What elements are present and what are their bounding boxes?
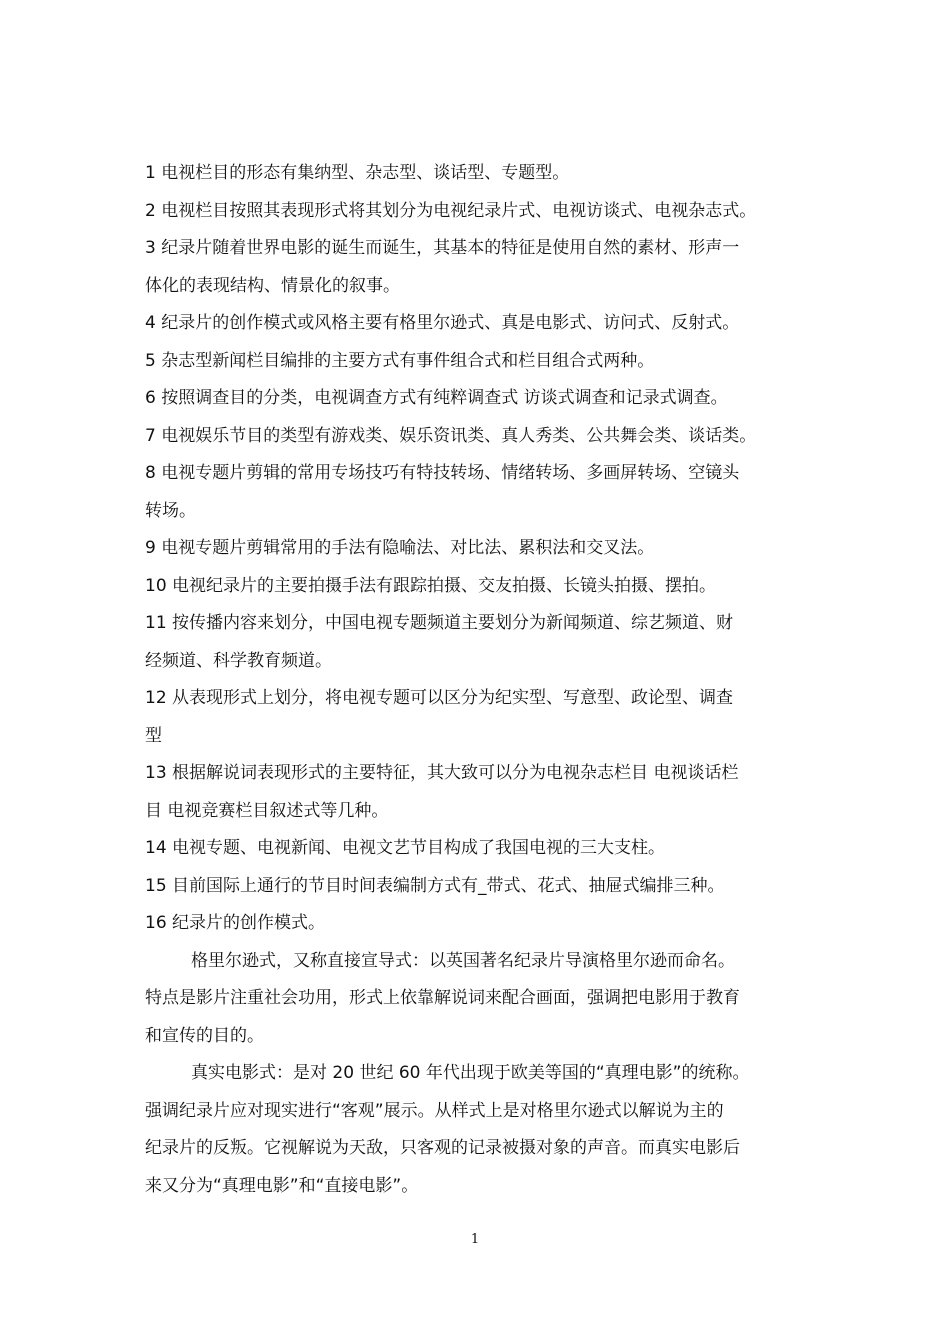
text-line: 2 电视栏目按照其表现形式将其划分为电视纪录片式、电视访谈式、电视杂志式。: [145, 200, 757, 221]
text-line: 型: [145, 725, 162, 746]
text-line: 经频道、科学教育频道。: [145, 650, 332, 671]
text-line: 9 电视专题片剪辑常用的手法有隐喻法、对比法、累积法和交叉法。: [145, 538, 655, 558]
text-line: 10 电视纪录片的主要拍摄手法有跟踪拍摄、交友拍摄、长镜头拍摄、摆拍。: [145, 575, 717, 596]
text-line: 4 纪录片的创作模式或风格主要有格里尔逊式、真是电影式、访问式、反射式。: [145, 313, 740, 333]
text-line: 1 电视栏目的形态有集纳型、杂志型、谈话型、专题型。: [145, 163, 570, 183]
text-line: 纪录片的反叛。它视解说为天敌，只客观的记录被摄对象的声音。而真实电影后: [145, 1138, 740, 1158]
text-line: 14 电视专题、电视新闻、电视文艺节目构成了我国电视的三大支柱。: [145, 838, 666, 858]
paragraph-first-line: 真实电影式：是对 20 世纪 60 年代出现于欧美等国的“真理电影”的统称。: [191, 1063, 750, 1083]
text-line: 11 按传播内容来划分，中国电视专题频道主要划分为新闻频道、综艺频道、财: [145, 613, 734, 633]
text-line: 目 电视竞赛栏目叙述式等几种。: [145, 800, 389, 821]
paragraph-first-line: 格里尔逊式，又称直接宣导式：以英国著名纪录片导演格里尔逊而命名。: [191, 950, 735, 971]
text-line: 7 电视娱乐节目的类型有游戏类、娱乐资讯类、真人秀类、公共舞会类、谈话类。: [145, 425, 757, 446]
text-line: 强调纪录片应对现实进行“客观”展示。从样式上是对格里尔逊式以解说为主的: [145, 1100, 724, 1121]
text-line: 转场。: [145, 500, 196, 521]
text-line: 12 从表现形式上划分，将电视专题可以区分为纪实型、写意型、政论型、调查: [145, 688, 734, 708]
text-line: 13 根据解说词表现形式的主要特征，其大致可以分为电视杂志栏目 电视谈话栏: [145, 763, 739, 783]
text-line: 体化的表现结构、情景化的叙事。: [145, 275, 400, 296]
text-line: 8 电视专题片剪辑的常用专场技巧有特技转场、情绪转场、多画屏转场、空镜头: [145, 463, 740, 483]
text-line: 6 按照调查目的分类，电视调查方式有纯粹调查式 访谈式调查和记录式调查。: [145, 388, 728, 408]
page-number: 1: [470, 1232, 480, 1247]
text-line: 来又分为“真理电影”和“直接电影”。: [145, 1175, 419, 1196]
text-line: 3 纪录片随着世界电影的诞生而诞生，其基本的特征是使用自然的素材、形声一: [145, 238, 740, 258]
document-body: [145, 155, 810, 1205]
text-line: 特点是影片注重社会功用，形式上依靠解说词来配合画面，强调把电影用于教育: [145, 988, 740, 1008]
text-line: 和宣传的目的。: [145, 1025, 264, 1046]
text-line: 5 杂志型新闻栏目编排的主要方式有事件组合式和栏目组合式两种。: [145, 350, 655, 371]
text-line: 15 目前国际上通行的节目时间表编制方式有_带式、花式、抽屉式编排三种。: [145, 875, 725, 896]
text-line: 16 纪录片的创作模式。: [145, 913, 326, 933]
